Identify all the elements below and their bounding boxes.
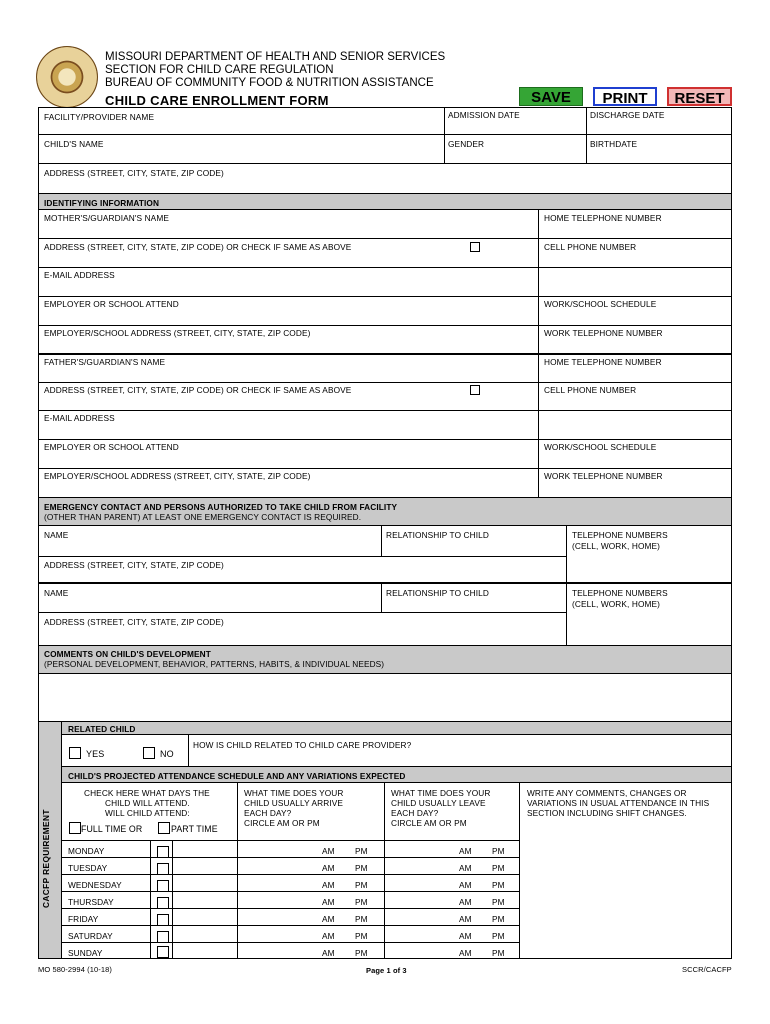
mother-employer-address-label: EMPLOYER/SCHOOL ADDRESS (STREET, CITY, STATE, ZIP CODE) xyxy=(44,328,311,338)
father-work-phone-field[interactable] xyxy=(539,469,731,497)
arrive-line-3: EACH DAY? xyxy=(244,808,292,818)
emergency-2-phones-sublabel: (CELL, WORK, HOME) xyxy=(572,599,661,609)
arrive-pm-tuesday[interactable]: PM xyxy=(355,863,368,873)
emergency-2-address-label: ADDRESS (STREET, CITY, STATE, ZIP CODE) xyxy=(44,617,224,627)
arrive-am-thursday[interactable]: AM xyxy=(322,897,335,907)
arrive-line-2: CHILD USUALLY ARRIVE xyxy=(244,798,343,808)
check-days-line-2: CHILD WILL ATTEND. xyxy=(105,798,190,808)
father-employer-address-label: EMPLOYER/SCHOOL ADDRESS (STREET, CITY, STATE, ZIP CODE) xyxy=(44,471,311,481)
father-same-address-checkbox[interactable] xyxy=(470,385,480,395)
mother-email-field[interactable] xyxy=(39,268,537,296)
father-cell-phone-field[interactable] xyxy=(539,383,731,410)
father-employer-field[interactable] xyxy=(39,440,537,468)
mother-email-label: E-MAIL ADDRESS xyxy=(44,270,115,280)
comments-subheading: (PERSONAL DEVELOPMENT, BEHAVIOR, PATTERNS, HABITS, & INDIVIDUAL NEEDS) xyxy=(44,659,385,669)
birthdate-field[interactable] xyxy=(587,135,731,163)
facility-name-label: FACILITY/PROVIDER NAME xyxy=(44,112,155,122)
arrive-am-saturday[interactable]: AM xyxy=(322,931,335,941)
full-time-label: FULL TIME OR xyxy=(81,824,143,834)
arrive-line-1: WHAT TIME DOES YOUR xyxy=(244,788,344,798)
comments-heading: COMMENTS ON CHILD'S DEVELOPMENT xyxy=(44,649,211,659)
page-number: Page 1 of 3 xyxy=(366,966,407,975)
leave-pm-tuesday[interactable]: PM xyxy=(492,863,505,873)
mother-name-field[interactable] xyxy=(39,210,537,238)
leave-line-3: EACH DAY? xyxy=(391,808,439,818)
emergency-2-phones-field[interactable] xyxy=(567,584,731,646)
day-label-monday: MONDAY xyxy=(68,846,105,856)
discharge-date-field[interactable] xyxy=(587,108,731,134)
day-checkbox-sunday[interactable] xyxy=(157,946,169,958)
father-email-field[interactable] xyxy=(39,411,537,439)
mother-home-phone-label: HOME TELEPHONE NUMBER xyxy=(544,213,662,223)
leave-pm-friday[interactable]: PM xyxy=(492,914,505,924)
day-label-sunday: SUNDAY xyxy=(68,948,103,958)
leave-line-1: WHAT TIME DOES YOUR xyxy=(391,788,491,798)
emergency-subheading: (OTHER THAN PARENT) AT LEAST ONE EMERGENCY CONTACT IS REQUIRED. xyxy=(44,512,362,522)
emergency-1-relationship-label: RELATIONSHIP TO CHILD xyxy=(386,530,489,540)
related-no-checkbox[interactable] xyxy=(143,747,155,759)
arrive-time-monday[interactable] xyxy=(173,841,236,857)
emergency-2-relationship-field[interactable] xyxy=(382,584,565,612)
emergency-2-relationship-label: RELATIONSHIP TO CHILD xyxy=(386,588,489,598)
mother-schedule-label: WORK/SCHOOL SCHEDULE xyxy=(544,299,657,309)
attendance-comments-field[interactable] xyxy=(520,841,731,958)
leave-am-monday[interactable]: AM xyxy=(459,846,472,856)
comments-note-line-3: SECTION INCLUDING SHIFT CHANGES. xyxy=(527,808,687,818)
emergency-1-name-label: NAME xyxy=(44,530,69,540)
arrive-am-wednesday[interactable]: AM xyxy=(322,880,335,890)
mother-work-phone-field[interactable] xyxy=(539,326,731,353)
leave-line-2: CHILD USUALLY LEAVE xyxy=(391,798,486,808)
child-name-label: CHILD'S NAME xyxy=(44,139,104,149)
father-cell-phone-label: CELL PHONE NUMBER xyxy=(544,385,637,395)
full-time-checkbox[interactable] xyxy=(69,822,81,834)
comments-note-line-2: VARIATIONS IN USUAL ATTENDANCE IN THIS xyxy=(527,798,710,808)
mother-employer-address-field[interactable] xyxy=(39,326,537,353)
father-name-label: FATHER'S/GUARDIAN'S NAME xyxy=(44,357,166,367)
related-child-heading: RELATED CHILD xyxy=(68,724,136,734)
emergency-2-address-field[interactable] xyxy=(39,613,566,645)
header-line-1: MISSOURI DEPARTMENT OF HEALTH AND SENIOR SERVICES xyxy=(105,51,446,63)
mother-cell-phone-field[interactable] xyxy=(539,239,731,267)
admission-date-field[interactable] xyxy=(445,108,585,134)
leave-am-friday[interactable]: AM xyxy=(459,914,472,924)
mother-cell-phone-label: CELL PHONE NUMBER xyxy=(544,242,637,252)
reset-button[interactable]: RESET xyxy=(667,87,732,106)
cacfp-side-label: CACFP REQUIREMENT xyxy=(41,809,51,908)
check-days-line-1: CHECK HERE WHAT DAYS THE xyxy=(84,788,210,798)
arrive-line-4: CIRCLE AM OR PM xyxy=(244,818,320,828)
footer-code: SCCR/CACFP xyxy=(682,965,732,974)
father-address-label: ADDRESS (STREET, CITY, STATE, ZIP CODE) OR CHECK IF SAME AS ABOVE xyxy=(44,385,352,395)
schedule-heading: CHILD'S PROJECTED ATTENDANCE SCHEDULE AND ANY VARIATIONS EXPECTED xyxy=(68,771,406,781)
form-title: CHILD CARE ENROLLMENT FORM xyxy=(105,93,329,108)
birthdate-label: BIRTHDATE xyxy=(590,139,638,149)
arrive-pm-wednesday[interactable]: PM xyxy=(355,880,368,890)
leave-am-tuesday[interactable]: AM xyxy=(459,863,472,873)
mother-address-label: ADDRESS (STREET, CITY, STATE, ZIP CODE) OR CHECK IF SAME AS ABOVE xyxy=(44,242,352,252)
father-home-phone-field[interactable] xyxy=(539,355,731,382)
arrive-am-monday[interactable]: AM xyxy=(322,846,335,856)
leave-pm-monday[interactable]: PM xyxy=(492,846,505,856)
child-name-field[interactable] xyxy=(39,135,444,163)
leave-pm-sunday[interactable]: PM xyxy=(492,948,505,958)
leave-am-wednesday[interactable]: AM xyxy=(459,880,472,890)
header-line-2: SECTION FOR CHILD CARE REGULATION xyxy=(105,64,334,76)
leave-am-saturday[interactable]: AM xyxy=(459,931,472,941)
leave-pm-wednesday[interactable]: PM xyxy=(492,880,505,890)
father-employer-label: EMPLOYER OR SCHOOL ATTEND xyxy=(44,442,179,452)
emergency-1-phones-label: TELEPHONE NUMBERS xyxy=(572,530,668,540)
arrive-pm-sunday[interactable]: PM xyxy=(355,948,368,958)
part-time-label: PART TIME xyxy=(171,824,218,834)
how-related-label: HOW IS CHILD RELATED TO CHILD CARE PROVIDER? xyxy=(193,740,412,750)
arrive-am-sunday[interactable]: AM xyxy=(322,948,335,958)
mother-name-label: MOTHER'S/GUARDIAN'S NAME xyxy=(44,213,169,223)
day-label-saturday: SATURDAY xyxy=(68,931,113,941)
related-yes-label: YES xyxy=(86,749,105,759)
father-employer-address-field[interactable] xyxy=(39,469,537,497)
form-number: MO 580-2994 (10-18) xyxy=(38,965,113,974)
comments-note-line-1: WRITE ANY COMMENTS, CHANGES OR xyxy=(527,788,687,798)
emergency-2-phones-label: TELEPHONE NUMBERS xyxy=(572,588,668,598)
emergency-2-name-label: NAME xyxy=(44,588,69,598)
related-no-label: NO xyxy=(160,749,174,759)
arrive-pm-friday[interactable]: PM xyxy=(355,914,368,924)
arrive-am-friday[interactable]: AM xyxy=(322,914,335,924)
arrive-am-tuesday[interactable]: AM xyxy=(322,863,335,873)
mother-home-phone-field[interactable] xyxy=(539,210,731,238)
leave-am-sunday[interactable]: AM xyxy=(459,948,472,958)
day-label-wednesday: WEDNESDAY xyxy=(68,880,122,890)
father-home-phone-label: HOME TELEPHONE NUMBER xyxy=(544,357,662,367)
day-label-tuesday: TUESDAY xyxy=(68,863,108,873)
arrive-pm-saturday[interactable]: PM xyxy=(355,931,368,941)
discharge-date-label: DISCHARGE DATE xyxy=(590,110,665,120)
mother-same-address-checkbox[interactable] xyxy=(470,242,480,252)
arrive-pm-monday[interactable]: PM xyxy=(355,846,368,856)
emergency-1-relationship-field[interactable] xyxy=(382,526,565,556)
print-button[interactable]: PRINT xyxy=(593,87,657,106)
emergency-1-address-field[interactable] xyxy=(39,557,566,582)
child-address-label: ADDRESS (STREET, CITY, STATE, ZIP CODE) xyxy=(44,168,224,178)
gender-label: GENDER xyxy=(448,139,485,149)
mother-work-phone-label: WORK TELEPHONE NUMBER xyxy=(544,328,663,338)
mother-employer-label: EMPLOYER OR SCHOOL ATTEND xyxy=(44,299,179,309)
day-label-friday: FRIDAY xyxy=(68,914,99,924)
check-days-line-3: WILL CHILD ATTEND: xyxy=(105,808,190,818)
emergency-1-address-label: ADDRESS (STREET, CITY, STATE, ZIP CODE) xyxy=(44,560,224,570)
emergency-1-phones-sublabel: (CELL, WORK, HOME) xyxy=(572,541,661,551)
part-time-checkbox[interactable] xyxy=(158,822,170,834)
comments-field[interactable] xyxy=(39,674,731,721)
day-label-thursday: THURSDAY xyxy=(68,897,114,907)
father-email-label: E-MAIL ADDRESS xyxy=(44,413,115,423)
leave-line-4: CIRCLE AM OR PM xyxy=(391,818,467,828)
leave-pm-saturday[interactable]: PM xyxy=(492,931,505,941)
child-address-field[interactable] xyxy=(39,164,731,193)
header-line-3: BUREAU OF COMMUNITY FOOD & NUTRITION ASSISTANCE xyxy=(105,77,434,89)
arrive-pm-thursday[interactable]: PM xyxy=(355,897,368,907)
leave-pm-thursday[interactable]: PM xyxy=(492,897,505,907)
emergency-heading: EMERGENCY CONTACT AND PERSONS AUTHORIZED TO TAKE CHILD FROM FACILITY xyxy=(44,502,398,512)
emergency-1-name-field[interactable] xyxy=(39,526,380,556)
identifying-heading: IDENTIFYING INFORMATION xyxy=(44,198,160,208)
state-seal-icon xyxy=(36,46,98,108)
father-name-field[interactable] xyxy=(39,355,537,382)
leave-am-thursday[interactable]: AM xyxy=(459,897,472,907)
emergency-2-name-field[interactable] xyxy=(39,584,380,612)
father-schedule-field[interactable] xyxy=(539,440,731,468)
father-work-phone-label: WORK TELEPHONE NUMBER xyxy=(544,471,663,481)
mother-schedule-field[interactable] xyxy=(539,297,731,325)
how-related-field[interactable] xyxy=(189,735,731,766)
admission-date-label: ADMISSION DATE xyxy=(448,110,520,120)
emergency-1-phones-field[interactable] xyxy=(567,526,731,582)
father-schedule-label: WORK/SCHOOL SCHEDULE xyxy=(544,442,657,452)
save-button[interactable]: SAVE xyxy=(519,87,583,106)
mother-employer-field[interactable] xyxy=(39,297,537,325)
related-yes-checkbox[interactable] xyxy=(69,747,81,759)
gender-field[interactable] xyxy=(445,135,585,163)
